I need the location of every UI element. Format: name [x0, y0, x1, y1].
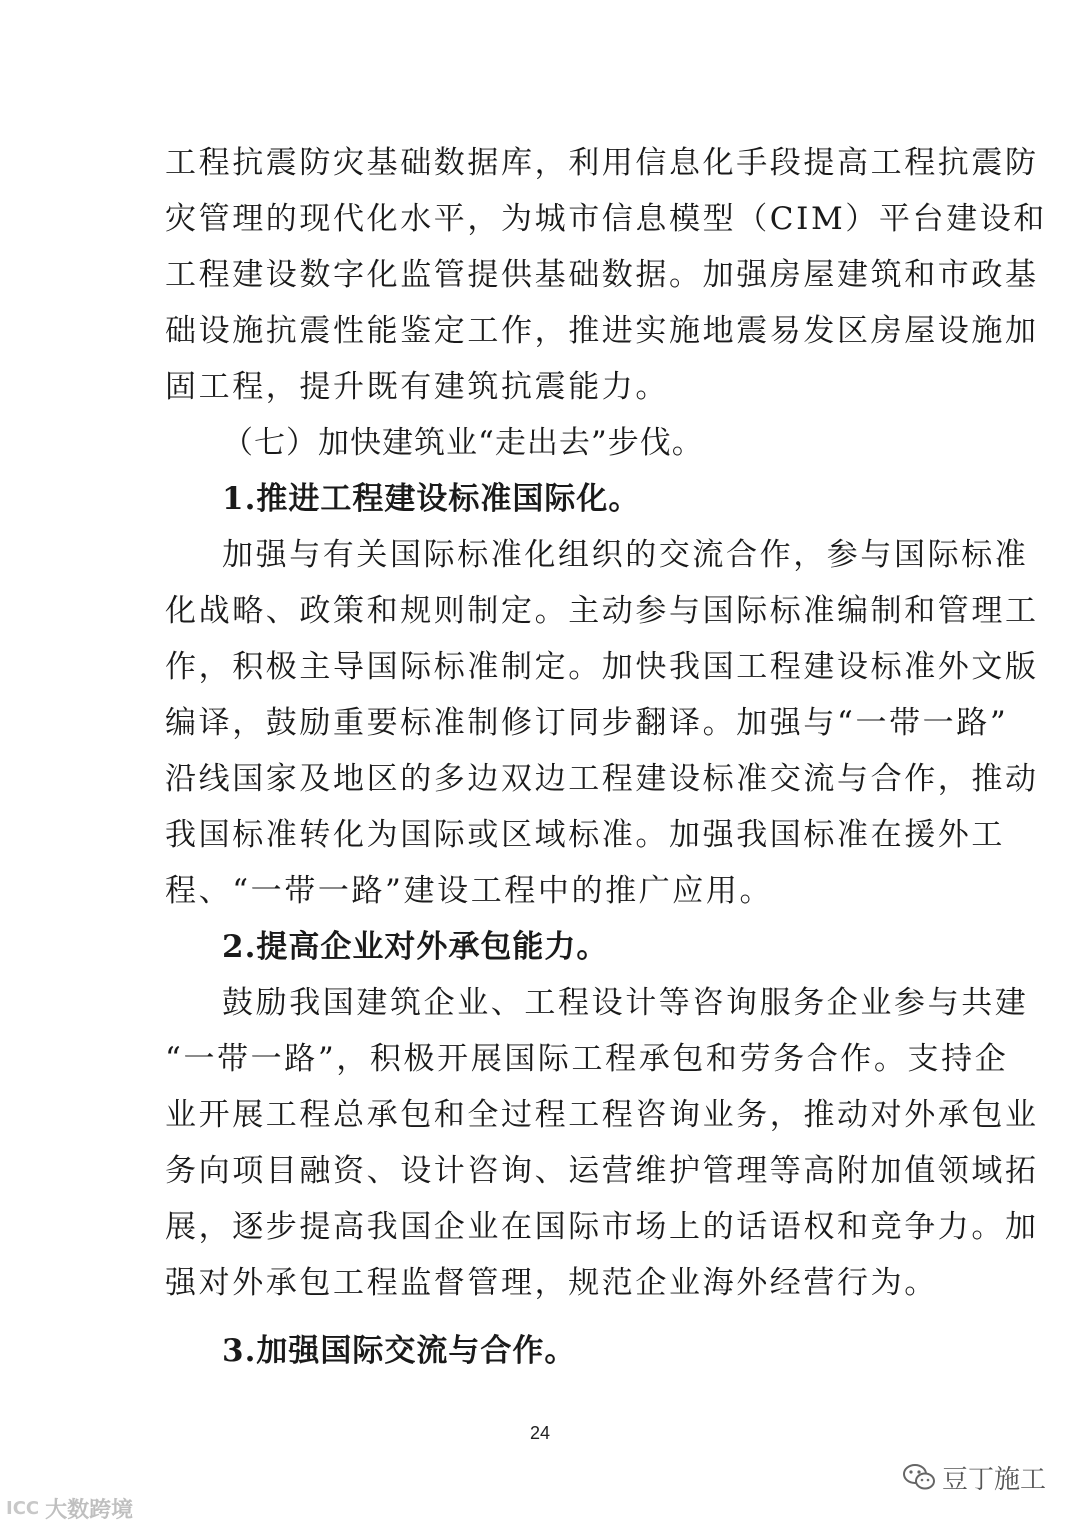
page-number: 24 [529, 1423, 551, 1443]
paragraph-line: 编译，鼓励重要标准制修订同步翻译。加强与“一带一路” [165, 705, 1009, 741]
paragraph-line: 沿线国家及地区的多边双边工程建设标准交流与合作，推动 [165, 761, 1039, 797]
paragraph-line: 鼓励我国建筑企业、工程设计等咨询服务企业参与共建 [222, 985, 1029, 1021]
paragraph-line: 程、“一带一路”建设工程中的推广应用。 [165, 873, 774, 909]
paragraph-line: 化战略、政策和规则制定。主动参与国际标准编制和管理工 [165, 593, 1039, 629]
watermark-left [6, 1493, 133, 1523]
paragraph-line: 业开展工程总承包和全过程工程咨询业务，推动对外承包业 [165, 1097, 1039, 1133]
paragraph-line: 作，积极主导国际标准制定。加快我国工程建设标准外文版 [165, 649, 1039, 685]
paragraph-line: 务向项目融资、设计咨询、运营维护管理等高附加值领域拓 [165, 1153, 1039, 1189]
wechat-icon [902, 1462, 936, 1492]
paragraph-line: 加强与有关国际标准化组织的交流合作，参与国际标准 [222, 537, 1029, 573]
watermark-right-text: 豆丁施工 [941, 1464, 1046, 1495]
watermark-logo: ICC [6, 1497, 40, 1519]
paragraph-line: 固工程，提升既有建筑抗震能力。 [165, 369, 669, 405]
paragraph-line: 强对外承包工程监督管理，规范企业海外经营行为。 [165, 1265, 938, 1301]
paragraph-line: 灾管理的现代化水平，为城市信息模型（CIM）平台建设和 [165, 201, 1047, 237]
paragraph-line: 工程抗震防灾基础数据库，利用信息化手段提高工程抗震防 [165, 145, 1039, 181]
paragraph-line: 展，逐步提高我国企业在国际市场上的话语权和竞争力。加 [165, 1209, 1039, 1245]
section-heading: （七）加快建筑业“走出去”步伐。 [222, 425, 704, 461]
paragraph-line: “一带一路”，积极开展国际工程承包和劳务合作。支持企 [165, 1041, 1009, 1077]
item-2-title: 2.提高企业对外承包能力。 [222, 929, 609, 965]
watermark-right [902, 1460, 1046, 1494]
item-3-title: 3.加强国际交流与合作。 [222, 1333, 577, 1369]
paragraph-line: 我国标准转化为国际或区域标准。加强我国标准在援外工 [165, 817, 1005, 853]
paragraph-line: 础设施抗震性能鉴定工作，推进实施地震易发区房屋设施加 [165, 313, 1039, 349]
item-1-title: 1.推进工程建设标准国际化。 [222, 481, 641, 517]
paragraph-line: 工程建设数字化监管提供基础数据。加强房屋建筑和市政基 [165, 257, 1039, 293]
watermark-left-text: 大数跨境 [45, 1497, 134, 1523]
